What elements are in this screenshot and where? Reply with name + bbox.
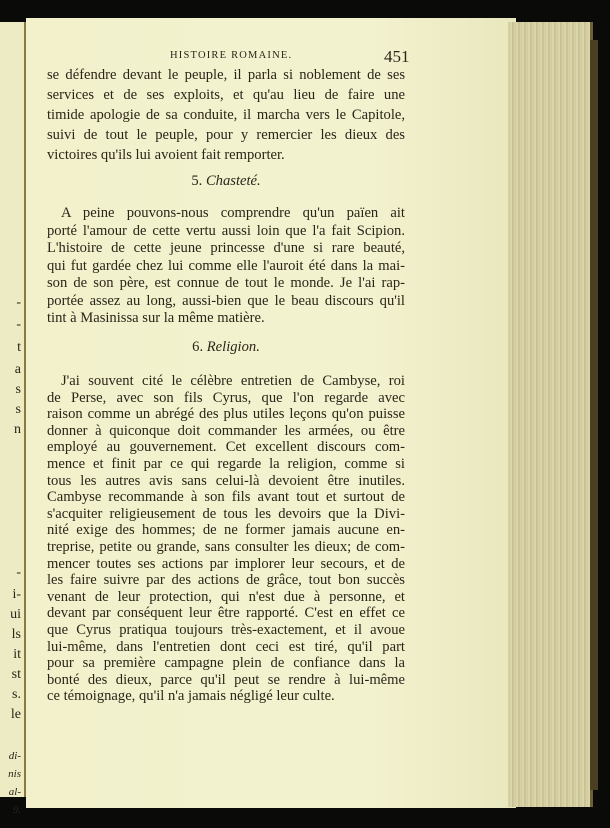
- text-line: suivi de tout le peuple, pour y remercier les dieux des: [47, 127, 405, 143]
- page-edges: [508, 22, 593, 807]
- section-heading-religion: [47, 339, 405, 356]
- section-title: Chasteté.: [205, 173, 261, 189]
- left-page-fragment: st: [11, 667, 21, 682]
- left-page-margin: [0, 22, 26, 816]
- text-line: s'acquiter religieusement de tous les devoirs que la Divi-: [47, 505, 405, 522]
- left-page-fragment: -: [16, 565, 21, 580]
- text-line: porté l'amour de cette vertu aussi loin que l'a fait Scipion.: [47, 222, 405, 239]
- text-line: treprise, petite ou grande, sans consulter les dieux; de com-: [47, 539, 405, 555]
- text-line: qui fut gardée chez lui comme elle l'auroit été dans la mai-: [47, 257, 405, 274]
- text-line: J'ai souvent cité le célèbre entretien de Cambyse, roi: [61, 373, 405, 389]
- text-line: services et de ses exploits, et qu'au lieu de faire une: [47, 87, 405, 103]
- text-line: nité exige des hommes; de ne former jamais aucune en-: [47, 522, 405, 539]
- left-page-fragment: n: [14, 422, 21, 437]
- text-line: bonté des dieux, parce qu'il peut se rendre à lui-même: [47, 671, 405, 688]
- book-cover-edge: [590, 40, 598, 790]
- text-line: Cambyse recommande à son fils avant tout et surtout de: [47, 489, 405, 506]
- text-line: victoires qu'ils lui avoient fait remporter.: [47, 147, 285, 163]
- text-line: timide apologie de sa conduite, il marcha vers le Capitole,: [47, 107, 405, 123]
- left-page-fragment: s: [15, 402, 21, 417]
- text-line: ce témoignage, qu'il n'a jamais négligé leur culte.: [47, 688, 335, 705]
- left-page-fragment: -: [16, 295, 21, 310]
- text-line: employé au gouvernement. Cet excellent discours com-: [47, 439, 405, 456]
- text-line: de Perse, avec son fils Cyrus, que l'on regarde avec: [47, 389, 405, 406]
- page-number: 451: [384, 47, 410, 66]
- left-page-fragment: al-: [8, 786, 21, 798]
- left-page-fragment: le: [10, 707, 21, 722]
- left-page-fragment: ui: [10, 607, 21, 622]
- text-line: tous les autres avis sans celui-là devoient être inutiles.: [47, 472, 405, 489]
- text-line: A peine pouvons-nous comprendre qu'un païen ait: [61, 205, 405, 221]
- text-line: lui-même, dans l'entretien dont ceci est tiré, qu'il part: [47, 638, 405, 655]
- left-page-fragment: t: [17, 340, 21, 355]
- left-page-fragment: a: [14, 362, 21, 377]
- text-line: raison comme un abrégé des plus utiles leçons qu'on puisse: [47, 406, 405, 423]
- text-line: se défendre devant le peuple, il parla si noblement de ses: [47, 67, 405, 83]
- left-page-fragment: 9.: [12, 804, 21, 816]
- text-line: portée assez au long, aussi-bien que le beau discours qu'il: [47, 292, 405, 309]
- text-line: devant par conséquent leur être rapporté. C'est en effet ce: [47, 605, 405, 622]
- text-line: mencer toutes ses actions par implorer leur secours, et de: [47, 555, 405, 572]
- left-page-fragment: -: [16, 317, 21, 332]
- text-line: tint à Masinissa sur la même matière.: [47, 310, 265, 326]
- section-heading-chastete: [47, 173, 405, 190]
- text-line: que Cyrus pratiqua toujours très-exactement, et il avoue: [47, 622, 405, 638]
- text-line: pour sa première campagne plein de confiance dans la: [47, 655, 405, 672]
- text-line: L'histoire de cette jeune princesse d'une si rare beauté,: [47, 240, 405, 256]
- left-page-fragment: it: [13, 647, 21, 662]
- section-number: 5.: [191, 173, 203, 189]
- text-line: donner à quiconque doit commander les armées, ou être: [47, 422, 405, 439]
- running-head: HISTOIRE ROMAINE.: [170, 50, 293, 61]
- text-line: son de son père, est connue de tout le monde. Je l'ai rap-: [47, 275, 405, 291]
- section-title: Religion.: [206, 339, 260, 355]
- text-line: venant de leur protection, qui n'est due à personne, et: [47, 588, 405, 605]
- left-page-fragment: i-: [12, 587, 21, 602]
- left-page-fragment: s.: [12, 687, 21, 702]
- left-page-fragment: ls: [11, 627, 21, 642]
- left-page-fragment: s: [15, 382, 21, 397]
- text-line: les faire suivre par des actions de grâce, tout bon succès: [47, 572, 405, 589]
- left-page-fragment: di-: [8, 750, 21, 762]
- left-page-fragment: nis: [8, 768, 21, 780]
- section-number: 6.: [192, 339, 204, 355]
- text-line: mence et finit par ce qui regarde la religion, comme si: [47, 456, 405, 472]
